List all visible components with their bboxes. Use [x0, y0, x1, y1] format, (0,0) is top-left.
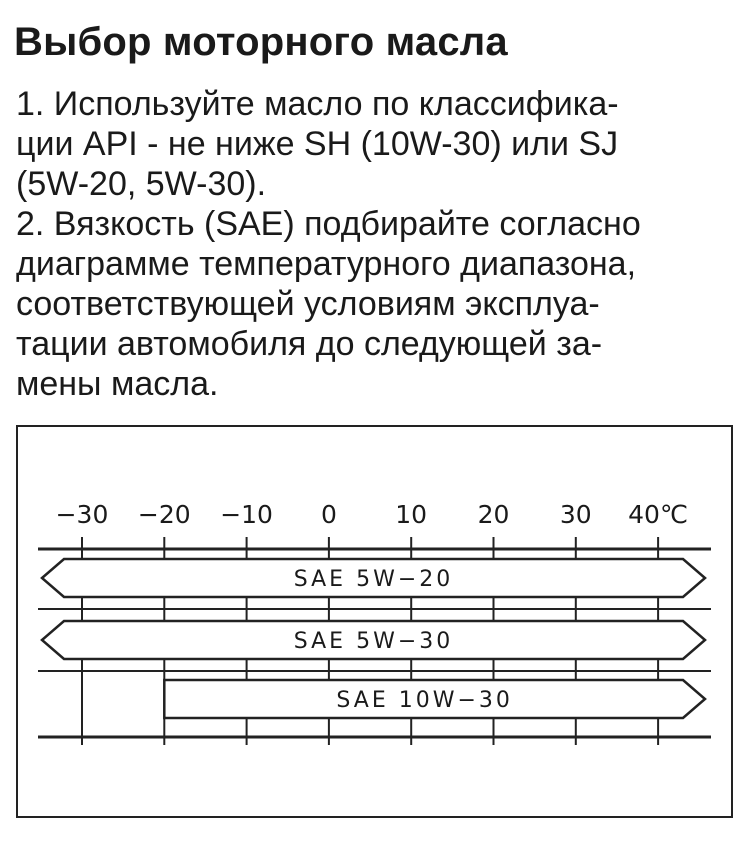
tick-label: 20 [477, 500, 510, 529]
band-label: SAE 10W−30 [336, 688, 513, 713]
body-line-8: мены масла. [16, 365, 219, 403]
tick-label: −20 [137, 500, 191, 529]
band-label: SAE 5W−20 [293, 567, 454, 592]
temperature-range-diagram [16, 425, 733, 818]
page-title: Выбор моторного масла [14, 20, 508, 64]
tick-label: −10 [220, 500, 273, 529]
temperature-chart-svg [18, 427, 731, 816]
body-line-4: 2. Вязкость (SAE) подбирайте согласно [16, 205, 641, 243]
body-line-3: (5W-20, 5W-30). [16, 165, 267, 203]
tick-label: 10 [395, 500, 428, 529]
body-line-6: соответствующей условиям эксплуа- [16, 285, 600, 323]
body-line-5: диаграмме температурного диапазона, [16, 245, 637, 283]
tick-label: 0 [320, 500, 337, 529]
band-label: SAE 5W−30 [293, 629, 454, 654]
tick-label: −30 [55, 500, 109, 529]
body-line-7: тации автомобиля до следующей за- [16, 325, 603, 363]
body-line-2: ции API - не ниже SH (10W-30) или SJ [16, 125, 619, 163]
tick-label: 40℃ [628, 500, 689, 529]
body-line-1: 1. Используйте масло по классифика- [16, 85, 619, 123]
tick-label: 30 [559, 500, 592, 529]
